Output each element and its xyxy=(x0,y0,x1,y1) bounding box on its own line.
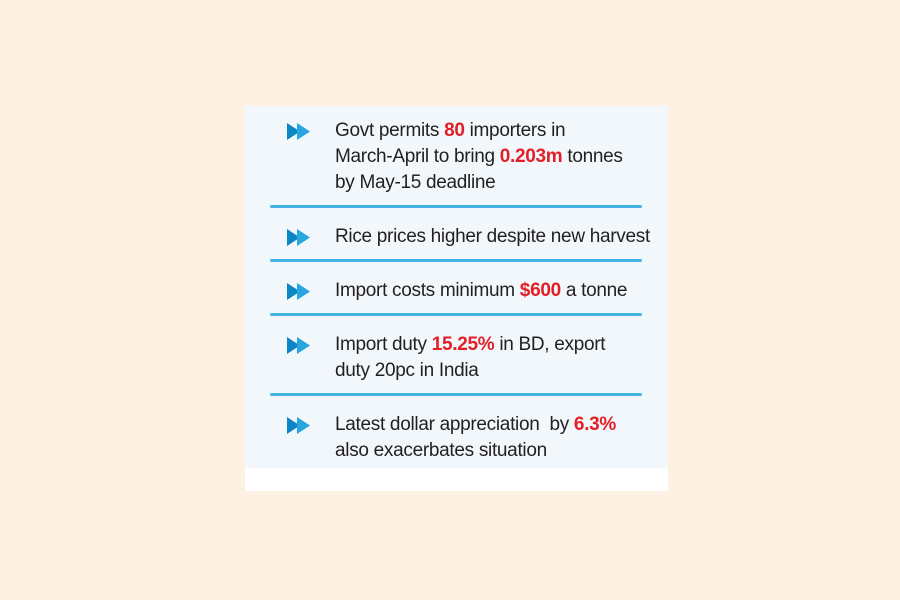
fact-item xyxy=(245,224,668,250)
separator-rule xyxy=(270,313,642,316)
fact-text xyxy=(335,118,623,196)
fact-line xyxy=(335,278,627,304)
fact-text xyxy=(335,332,605,384)
text-segment: duty 20pc in India xyxy=(335,360,479,381)
double-chevron-right-icon xyxy=(287,283,313,300)
double-chevron-right-icon xyxy=(287,123,313,140)
text-segment: also exacerbates situation xyxy=(335,440,547,461)
fact-text xyxy=(335,224,650,250)
fact-line xyxy=(335,144,623,170)
fact-line xyxy=(335,118,623,144)
double-chevron-right-icon xyxy=(287,417,313,434)
double-chevron-right-icon xyxy=(287,229,313,246)
highlight-value: 80 xyxy=(444,120,465,141)
fact-line xyxy=(335,170,623,196)
fact-panel xyxy=(245,106,668,468)
highlight-value: 6.3% xyxy=(573,414,617,435)
text-segment: in BD, export xyxy=(494,334,606,355)
separator-rule xyxy=(270,205,642,208)
fact-item xyxy=(245,278,668,304)
text-segment: by May-15 deadline xyxy=(335,172,496,193)
text-segment: a tonne xyxy=(560,280,628,301)
fact-item xyxy=(245,118,668,196)
fact-line xyxy=(335,358,605,384)
text-segment: Rice prices higher despite new harvest xyxy=(335,226,650,247)
fact-item xyxy=(245,412,668,464)
double-chevron-right-icon xyxy=(287,337,313,354)
infographic-card xyxy=(245,106,668,491)
highlight-value: 15.25% xyxy=(431,334,495,355)
text-segment: Import duty xyxy=(335,334,432,355)
fact-line xyxy=(335,438,616,464)
fact-line xyxy=(335,332,605,358)
fact-item xyxy=(245,332,668,384)
separator-rule xyxy=(270,393,642,396)
fact-line xyxy=(335,412,616,438)
text-segment: March-April to bring xyxy=(335,146,500,167)
card-bottom-strip xyxy=(245,468,668,491)
fact-line xyxy=(335,224,650,250)
highlight-value: 0.203m xyxy=(499,146,563,167)
fact-text xyxy=(335,278,627,304)
text-segment: Latest dollar appreciation by xyxy=(335,414,574,435)
separator-rule xyxy=(270,259,642,262)
fact-text xyxy=(335,412,616,464)
text-segment: importers in xyxy=(464,120,566,141)
text-segment: Import costs minimum xyxy=(335,280,520,301)
text-segment: Govt permits xyxy=(335,120,445,141)
text-segment: tonnes xyxy=(562,146,623,167)
highlight-value: $600 xyxy=(519,280,561,301)
